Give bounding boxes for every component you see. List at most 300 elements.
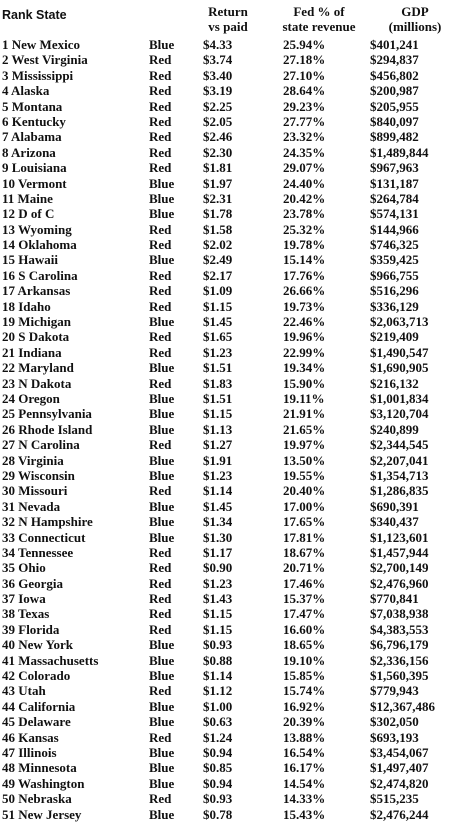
header-fed-line2: state revenue <box>282 19 356 34</box>
table-row <box>0 776 467 791</box>
table-row <box>0 437 467 452</box>
rank-state-cell: 27 N Carolina <box>2 437 80 453</box>
rank-state-cell: 7 Alabama <box>2 129 62 145</box>
rank-state-cell: 23 N Dakota <box>2 375 72 391</box>
table-row <box>0 606 467 621</box>
table-row <box>0 176 467 191</box>
fed-percent-cell: 17.81% <box>283 529 326 545</box>
table-row <box>0 591 467 606</box>
gdp-cell: $4,383,553 <box>370 621 429 637</box>
gdp-cell: $219,409 <box>370 329 419 345</box>
table-row <box>0 299 467 314</box>
fed-percent-cell: 13.88% <box>283 729 326 745</box>
table-row <box>0 468 467 483</box>
fed-percent-cell: 19.96% <box>283 329 326 345</box>
fed-percent-cell: 22.46% <box>283 314 326 330</box>
return-cell: $1.14 <box>203 668 233 684</box>
return-cell: $1.65 <box>203 329 233 345</box>
gdp-cell: $1,001,834 <box>370 390 429 406</box>
return-cell: $1.91 <box>203 452 233 468</box>
header-gdp-line1: GDP <box>401 4 429 19</box>
return-cell: $1.30 <box>203 529 233 545</box>
party-cell: Blue <box>149 760 175 776</box>
gdp-cell: $515,235 <box>370 791 419 807</box>
table-row <box>0 637 467 652</box>
gdp-cell: $6,796,179 <box>370 637 429 653</box>
gdp-cell: $1,560,395 <box>370 668 429 684</box>
rank-state-cell: 45 Delaware <box>2 714 71 730</box>
party-cell: Blue <box>149 806 175 822</box>
party-cell: Blue <box>149 529 175 545</box>
table-row <box>0 345 467 360</box>
return-cell: $1.58 <box>203 221 233 237</box>
rank-state-cell: 35 Ohio <box>2 560 46 576</box>
table-row <box>0 668 467 683</box>
gdp-cell: $3,120,704 <box>370 406 429 422</box>
fed-percent-cell: 16.60% <box>283 621 326 637</box>
party-cell: Blue <box>149 314 175 330</box>
return-cell: $1.51 <box>203 390 233 406</box>
header-rank-state: Rank State <box>2 8 67 22</box>
fed-percent-cell: 16.92% <box>283 698 326 714</box>
fed-percent-cell: 20.40% <box>283 483 326 499</box>
rank-state-cell: 50 Nebraska <box>2 791 72 807</box>
fed-percent-cell: 17.65% <box>283 514 326 530</box>
table-row <box>0 683 467 698</box>
table-row <box>0 576 467 591</box>
party-cell: Blue <box>149 652 175 668</box>
return-cell: $1.15 <box>203 298 233 314</box>
rank-state-cell: 15 Hawaii <box>2 252 58 268</box>
return-cell: $0.93 <box>203 637 233 653</box>
party-cell: Red <box>149 298 172 314</box>
return-cell: $2.17 <box>203 267 233 283</box>
fed-percent-cell: 23.78% <box>283 206 326 222</box>
party-cell: Red <box>149 283 172 299</box>
party-cell: Blue <box>149 390 175 406</box>
table-row <box>0 791 467 806</box>
party-cell: Red <box>149 591 172 607</box>
return-cell: $1.51 <box>203 360 233 376</box>
rank-state-cell: 4 Alaska <box>2 83 50 99</box>
gdp-cell: $131,187 <box>370 175 419 191</box>
party-cell: Red <box>149 237 172 253</box>
rank-state-cell: 25 Pennsylvania <box>2 406 92 422</box>
table-row <box>0 129 467 144</box>
rank-state-cell: 19 Michigan <box>2 314 71 330</box>
table-row <box>0 745 467 760</box>
fed-percent-cell: 14.54% <box>283 775 326 791</box>
party-cell: Red <box>149 375 172 391</box>
return-cell: $2.25 <box>203 98 233 114</box>
party-cell: Red <box>149 683 172 699</box>
rank-state-cell: 16 S Carolina <box>2 267 78 283</box>
fed-percent-cell: 21.65% <box>283 421 326 437</box>
rank-state-cell: 18 Idaho <box>2 298 51 314</box>
fed-percent-cell: 17.47% <box>283 606 326 622</box>
party-cell: Blue <box>149 175 175 191</box>
rank-state-cell: 2 West Virginia <box>2 52 88 68</box>
party-cell: Blue <box>149 698 175 714</box>
party-cell: Red <box>149 606 172 622</box>
fed-percent-cell: 27.10% <box>283 67 326 83</box>
party-cell: Red <box>149 437 172 453</box>
table-row <box>0 699 467 714</box>
header-return-line2: vs paid <box>208 19 248 34</box>
table-row <box>0 807 467 822</box>
party-cell: Red <box>149 83 172 99</box>
return-cell: $2.46 <box>203 129 233 145</box>
party-cell: Red <box>149 344 172 360</box>
rank-state-cell: 39 Florida <box>2 621 60 637</box>
gdp-cell: $302,050 <box>370 714 419 730</box>
gdp-cell: $216,132 <box>370 375 419 391</box>
table-row <box>0 714 467 729</box>
gdp-cell: $3,454,067 <box>370 744 429 760</box>
party-cell: Red <box>149 98 172 114</box>
fed-percent-cell: 25.94% <box>283 37 326 52</box>
return-cell: $1.23 <box>203 467 233 483</box>
table-row <box>0 99 467 114</box>
table-body <box>0 37 467 822</box>
gdp-cell: $294,837 <box>370 52 419 68</box>
table-row <box>0 83 467 98</box>
party-cell: Blue <box>149 406 175 422</box>
return-cell: $2.30 <box>203 144 233 160</box>
return-cell: $1.45 <box>203 498 233 514</box>
rank-state-cell: 3 Mississippi <box>2 67 74 83</box>
gdp-cell: $359,425 <box>370 252 419 268</box>
return-cell: $1.14 <box>203 483 233 499</box>
gdp-cell: $2,476,244 <box>370 806 429 822</box>
header-return-line1: Return <box>208 4 248 19</box>
table-row <box>0 545 467 560</box>
fed-percent-cell: 17.76% <box>283 267 326 283</box>
gdp-cell: $340,437 <box>370 514 419 530</box>
party-cell: Blue <box>149 360 175 376</box>
party-cell: Blue <box>149 452 175 468</box>
party-cell: Red <box>149 52 172 68</box>
rank-state-cell: 14 Oklahoma <box>2 237 77 253</box>
table-row <box>0 483 467 498</box>
fed-percent-cell: 16.17% <box>283 760 326 776</box>
fed-percent-cell: 21.91% <box>283 406 326 422</box>
gdp-cell: $144,966 <box>370 221 419 237</box>
fed-percent-cell: 20.71% <box>283 560 326 576</box>
fed-percent-cell: 19.78% <box>283 237 326 253</box>
gdp-cell: $779,943 <box>370 683 419 699</box>
table-row <box>0 206 467 221</box>
fed-percent-cell: 24.35% <box>283 144 326 160</box>
return-cell: $1.23 <box>203 344 233 360</box>
table-row <box>0 499 467 514</box>
gdp-cell: $401,241 <box>370 37 419 52</box>
gdp-cell: $746,325 <box>370 237 419 253</box>
table-row <box>0 237 467 252</box>
table-row <box>0 530 467 545</box>
gdp-cell: $1,690,905 <box>370 360 429 376</box>
return-cell: $1.97 <box>203 175 233 191</box>
table-row <box>0 622 467 637</box>
rank-state-cell: 28 Virginia <box>2 452 64 468</box>
rank-state-cell: 43 Utah <box>2 683 46 699</box>
table-row <box>0 422 467 437</box>
fed-percent-cell: 20.42% <box>283 190 326 206</box>
return-cell: $3.74 <box>203 52 233 68</box>
return-cell: $1.13 <box>203 421 233 437</box>
return-cell: $3.19 <box>203 83 233 99</box>
party-cell: Red <box>149 129 172 145</box>
rank-state-cell: 20 S Dakota <box>2 329 70 345</box>
return-cell: $0.94 <box>203 775 233 791</box>
return-cell: $1.45 <box>203 314 233 330</box>
party-cell: Red <box>149 67 172 83</box>
party-cell: Red <box>149 560 172 576</box>
fed-percent-cell: 15.43% <box>283 806 326 822</box>
party-cell: Red <box>149 621 172 637</box>
table-row <box>0 391 467 406</box>
fed-percent-cell: 18.65% <box>283 637 326 653</box>
rank-state-cell: 8 Arizona <box>2 144 56 160</box>
gdp-cell: $2,336,156 <box>370 652 429 668</box>
fed-percent-cell: 13.50% <box>283 452 326 468</box>
rank-state-cell: 47 Illinois <box>2 744 57 760</box>
fed-percent-cell: 25.32% <box>283 221 326 237</box>
fed-percent-cell: 19.10% <box>283 652 326 668</box>
table-row <box>0 114 467 129</box>
table-row <box>0 653 467 668</box>
party-cell: Red <box>149 329 172 345</box>
header-fed-line1: Fed % of <box>293 4 345 19</box>
return-cell: $0.90 <box>203 560 233 576</box>
gdp-cell: $1,497,407 <box>370 760 429 776</box>
fed-percent-cell: 18.67% <box>283 544 326 560</box>
gdp-cell: $574,131 <box>370 206 419 222</box>
fed-percent-cell: 19.73% <box>283 298 326 314</box>
return-cell: $1.12 <box>203 683 233 699</box>
return-cell: $1.83 <box>203 375 233 391</box>
rank-state-cell: 40 New York <box>2 637 74 653</box>
party-cell: Blue <box>149 744 175 760</box>
return-cell: $1.43 <box>203 591 233 607</box>
party-cell: Red <box>149 221 172 237</box>
gdp-cell: $1,457,944 <box>370 544 429 560</box>
table-row <box>0 268 467 283</box>
gdp-cell: $1,123,601 <box>370 529 429 545</box>
table-row <box>0 68 467 83</box>
header-return-vs-paid <box>203 4 253 34</box>
rank-state-cell: 33 Connecticut <box>2 529 86 545</box>
fed-percent-cell: 17.46% <box>283 575 326 591</box>
rank-state-cell: 31 Nevada <box>2 498 61 514</box>
gdp-cell: $967,963 <box>370 160 419 176</box>
party-cell: Blue <box>149 637 175 653</box>
table-row <box>0 145 467 160</box>
fed-percent-cell: 17.00% <box>283 498 326 514</box>
gdp-cell: $1,489,844 <box>370 144 429 160</box>
rank-state-cell: 29 Wisconsin <box>2 467 75 483</box>
return-cell: $1.09 <box>203 283 233 299</box>
rank-state-cell: 38 Texas <box>2 606 50 622</box>
fed-percent-cell: 19.11% <box>283 390 325 406</box>
table-row <box>0 730 467 745</box>
party-cell: Red <box>149 160 172 176</box>
return-cell: $3.40 <box>203 67 233 83</box>
rank-state-cell: 44 California <box>2 698 76 714</box>
party-cell: Blue <box>149 37 175 52</box>
return-cell: $0.94 <box>203 744 233 760</box>
table-row <box>0 283 467 298</box>
gdp-cell: $12,367,486 <box>370 698 435 714</box>
gdp-cell: $336,129 <box>370 298 419 314</box>
gdp-cell: $2,063,713 <box>370 314 429 330</box>
party-cell: Blue <box>149 514 175 530</box>
rank-state-cell: 34 Tennessee <box>2 544 74 560</box>
table-row <box>0 406 467 421</box>
fed-percent-cell: 15.14% <box>283 252 326 268</box>
return-cell: $1.17 <box>203 544 233 560</box>
table-row <box>0 514 467 529</box>
rank-state-cell: 32 N Hampshire <box>2 514 93 530</box>
return-cell: $1.78 <box>203 206 233 222</box>
table-row <box>0 191 467 206</box>
fed-percent-cell: 15.74% <box>283 683 326 699</box>
fed-percent-cell: 15.90% <box>283 375 326 391</box>
rank-state-cell: 49 Washington <box>2 775 85 791</box>
table-row <box>0 314 467 329</box>
rank-state-cell: 41 Massachusetts <box>2 652 99 668</box>
gdp-cell: $690,391 <box>370 498 419 514</box>
party-cell: Blue <box>149 421 175 437</box>
gdp-cell: $516,296 <box>370 283 419 299</box>
fed-percent-cell: 26.66% <box>283 283 326 299</box>
rank-state-cell: 13 Wyoming <box>2 221 72 237</box>
return-cell: $1.15 <box>203 621 233 637</box>
party-cell: Blue <box>149 668 175 684</box>
gdp-cell: $2,476,960 <box>370 575 429 591</box>
party-cell: Blue <box>149 252 175 268</box>
party-cell: Blue <box>149 714 175 730</box>
party-cell: Blue <box>149 498 175 514</box>
return-cell: $0.78 <box>203 806 233 822</box>
gdp-cell: $205,955 <box>370 98 419 114</box>
party-cell: Red <box>149 267 172 283</box>
return-cell: $1.24 <box>203 729 233 745</box>
return-cell: $1.15 <box>203 606 233 622</box>
party-cell: Red <box>149 575 172 591</box>
rank-state-cell: 17 Arkansas <box>2 283 71 299</box>
gdp-cell: $240,899 <box>370 421 419 437</box>
rank-state-cell: 42 Colorado <box>2 668 71 684</box>
fed-percent-cell: 24.40% <box>283 175 326 191</box>
fed-percent-cell: 14.33% <box>283 791 326 807</box>
return-cell: $1.34 <box>203 514 233 530</box>
return-cell: $1.27 <box>203 437 233 453</box>
rank-state-cell: 10 Vermont <box>2 175 67 191</box>
gdp-cell: $2,207,041 <box>370 452 429 468</box>
header-gdp <box>370 4 460 34</box>
fed-percent-cell: 29.07% <box>283 160 326 176</box>
rank-state-cell: 46 Kansas <box>2 729 59 745</box>
gdp-cell: $2,474,820 <box>370 775 429 791</box>
table-row <box>0 222 467 237</box>
party-cell: Blue <box>149 190 175 206</box>
party-cell: Red <box>149 791 172 807</box>
return-cell: $0.85 <box>203 760 233 776</box>
table-row <box>0 560 467 575</box>
fed-percent-cell: 19.55% <box>283 467 326 483</box>
rank-state-cell: 48 Minnesota <box>2 760 77 776</box>
gdp-cell: $966,755 <box>370 267 419 283</box>
fed-percent-cell: 15.85% <box>283 668 326 684</box>
gdp-cell: $899,482 <box>370 129 419 145</box>
party-cell: Red <box>149 483 172 499</box>
rank-state-cell: 21 Indiana <box>2 344 62 360</box>
return-cell: $2.05 <box>203 113 233 129</box>
rank-state-cell: 5 Montana <box>2 98 63 114</box>
gdp-cell: $7,038,938 <box>370 606 429 622</box>
return-cell: $1.81 <box>203 160 233 176</box>
fed-percent-cell: 19.97% <box>283 437 326 453</box>
return-cell: $1.23 <box>203 575 233 591</box>
gdp-cell: $1,286,835 <box>370 483 429 499</box>
gdp-cell: $2,700,149 <box>370 560 429 576</box>
return-cell: $0.93 <box>203 791 233 807</box>
fed-percent-cell: 19.34% <box>283 360 326 376</box>
table-row <box>0 453 467 468</box>
return-cell: $1.00 <box>203 698 233 714</box>
gdp-cell: $840,097 <box>370 113 419 129</box>
fed-percent-cell: 15.37% <box>283 591 326 607</box>
return-cell: $0.88 <box>203 652 233 668</box>
fed-percent-cell: 28.64% <box>283 83 326 99</box>
return-cell: $2.49 <box>203 252 233 268</box>
gdp-cell: $1,354,713 <box>370 467 429 483</box>
return-cell: $1.15 <box>203 406 233 422</box>
party-cell: Blue <box>149 467 175 483</box>
table-row <box>0 160 467 175</box>
rank-state-cell: 30 Missouri <box>2 483 68 499</box>
rank-state-cell: 51 New Jersey <box>2 806 82 822</box>
party-cell: Red <box>149 729 172 745</box>
rank-state-cell: 22 Maryland <box>2 360 74 376</box>
rank-state-cell: 9 Louisiana <box>2 160 67 176</box>
fed-percent-cell: 22.99% <box>283 344 326 360</box>
rank-state-cell: 36 Georgia <box>2 575 64 591</box>
return-cell: $2.02 <box>203 237 233 253</box>
table-row <box>0 376 467 391</box>
rank-state-cell: 12 D of C <box>2 206 55 222</box>
table-row <box>0 760 467 775</box>
rank-state-cell: 6 Kentucky <box>2 113 66 129</box>
header-gdp-line2: (millions) <box>388 19 442 34</box>
fed-percent-cell: 23.32% <box>283 129 326 145</box>
party-cell: Red <box>149 144 172 160</box>
gdp-cell: $770,841 <box>370 591 419 607</box>
party-cell: Red <box>149 544 172 560</box>
party-cell: Red <box>149 113 172 129</box>
gdp-cell: $2,344,545 <box>370 437 429 453</box>
gdp-cell: $200,987 <box>370 83 419 99</box>
rank-state-cell: 24 Oregon <box>2 390 60 406</box>
rank-state-cell: 11 Maine <box>2 190 53 206</box>
party-cell: Blue <box>149 206 175 222</box>
gdp-cell: $456,802 <box>370 67 419 83</box>
table-row <box>0 252 467 267</box>
fed-percent-cell: 27.18% <box>283 52 326 68</box>
header-fed-percent <box>272 4 366 34</box>
gdp-cell: $1,490,547 <box>370 344 429 360</box>
